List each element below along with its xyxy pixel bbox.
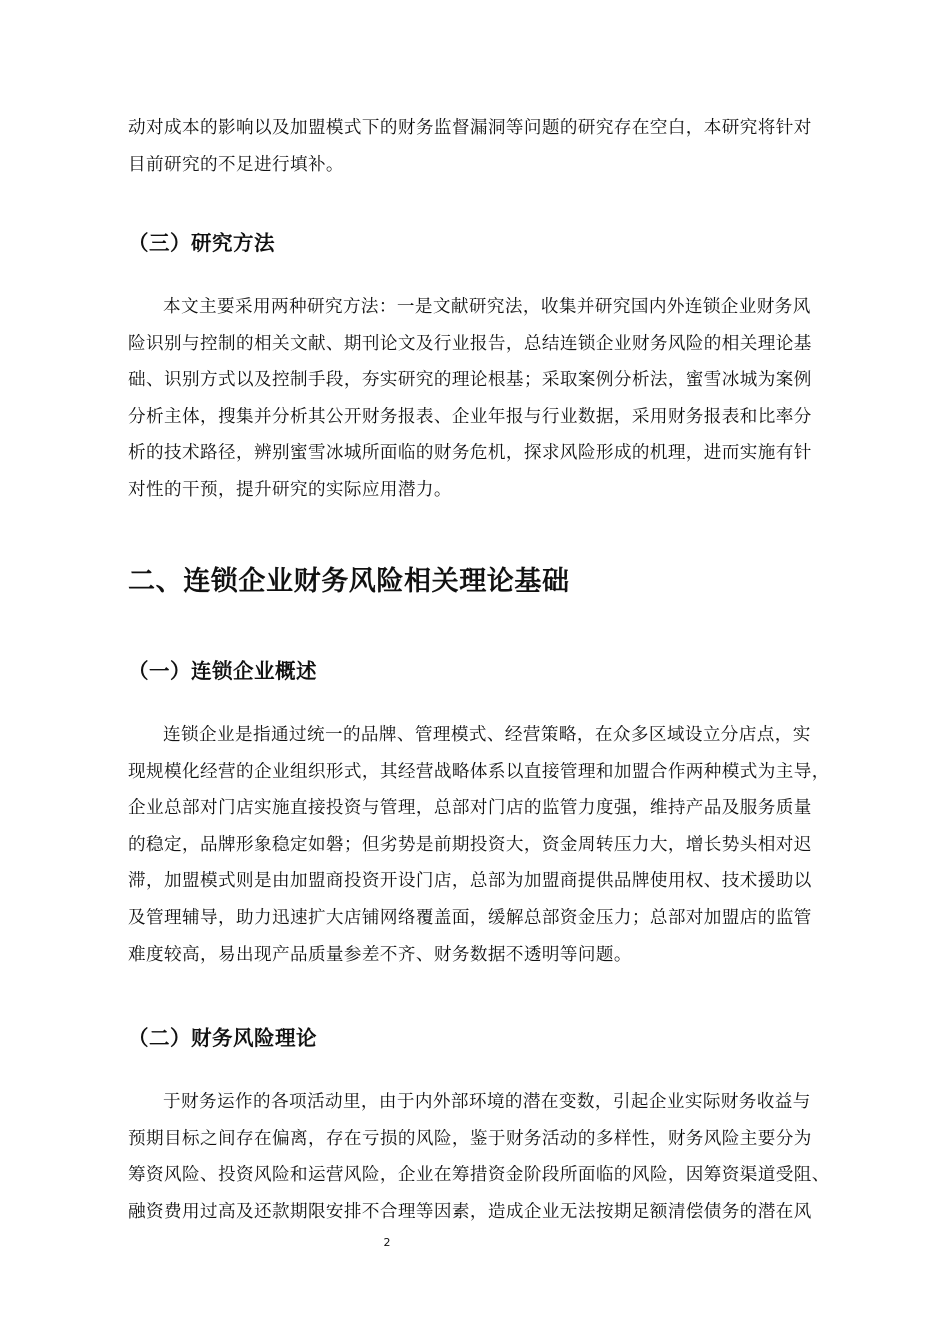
section-heading-research-methods: （三）研究方法 <box>128 231 275 255</box>
chapter-heading: 二、连锁企业财务风险相关理论基础 <box>128 566 570 597</box>
paragraph-line: 预期目标之间存在偏离，存在亏损的风险，鉴于财务活动的多样性，财务风险主要分为 <box>128 1128 812 1149</box>
paragraph-line: 现规模化经营的企业组织形式，其经营战略体系以直接管理和加盟合作两种模式为主导， <box>128 761 830 782</box>
continued-paragraph <box>128 110 858 183</box>
paragraph-line: 难度较高，易出现产品质量参差不齐、财务数据不透明等问题。 <box>128 944 632 965</box>
paragraph-line: 本文主要采用两种研究方法：一是文献研究法，收集并研究国内外连锁企业财务风 <box>163 297 811 317</box>
paragraph-line: 动对成本的影响以及加盟模式下的财务监督漏洞等问题的研究存在空白，本研究将针对 <box>128 118 812 138</box>
section-heading-financial-risk-theory: （二）财务风险理论 <box>128 1026 317 1050</box>
chain-overview-paragraph <box>128 717 858 973</box>
paragraph-line: 础、识别方式以及控制手段，夯实研究的理论根基；采取案例分析法，蜜雪冰城为案例 <box>128 370 812 391</box>
paragraph-line: 分析主体，搜集并分析其公开财务报表、企业年报与行业数据，采用财务报表和比率分 <box>128 406 812 427</box>
paragraph-line: 滞，加盟模式则是由加盟商投资开设门店，总部为加盟商提供品牌使用权、技术援助以 <box>128 871 812 892</box>
paragraph-line: 险识别与控制的相关文献、期刊论文及行业报告，总结连锁企业财务风险的相关理论基 <box>128 333 812 354</box>
paragraph-line: 于财务运作的各项活动里，由于内外部环境的潜在变数，引起企业实际财务收益与 <box>163 1092 811 1112</box>
paragraph-line: 连锁企业是指通过统一的品牌、管理模式、经营策略，在众多区域设立分店点，实 <box>163 725 811 745</box>
paragraph-line: 的稳定，品牌形象稳定如磐；但劣势是前期投资大，资金周转压力大，增长势头相对迟 <box>128 834 812 855</box>
paragraph-line: 及管理辅导，助力迅速扩大店铺网络覆盖面，缓解总部资金压力；总部对加盟店的监管 <box>128 907 812 928</box>
paragraph-line: 目前研究的不足进行填补。 <box>128 154 344 175</box>
section-heading-chain-overview: （一）连锁企业概述 <box>128 659 317 683</box>
page-number: 2 <box>383 1236 391 1249</box>
financial-risk-paragraph <box>128 1084 858 1230</box>
paragraph-line: 析的技术路径，辨别蜜雪冰城所面临的财务危机，探求风险形成的机理，进而实施有针 <box>128 443 812 464</box>
paragraph-line: 筹资风险、投资风险和运营风险，企业在筹措资金阶段所面临的风险，因筹资渠道受阻、 <box>128 1165 830 1186</box>
paragraph-line: 融资费用过高及还款期限安排不合理等因素，造成企业无法按期足额清偿债务的潜在风 <box>128 1201 812 1222</box>
research-methods-paragraph <box>128 289 858 509</box>
paragraph-line: 对性的干预，提升研究的实际应用潜力。 <box>128 479 452 500</box>
paragraph-line: 企业总部对门店实施直接投资与管理，总部对门店的监管力度强，维持产品及服务质量 <box>128 798 812 819</box>
